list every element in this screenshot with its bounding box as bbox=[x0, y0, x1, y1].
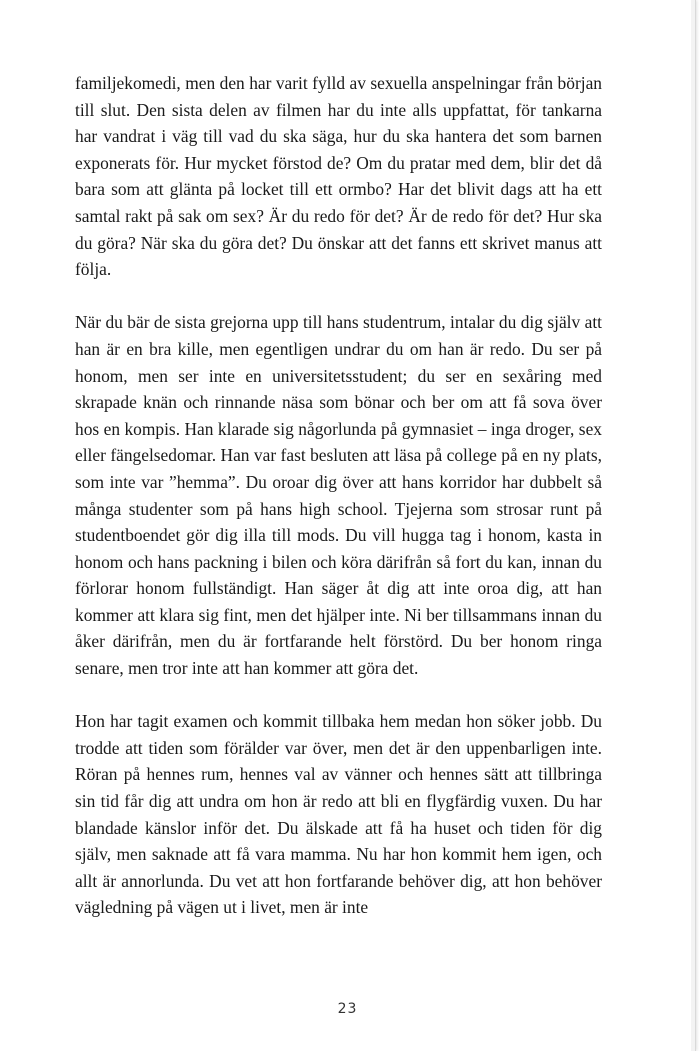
body-text bbox=[75, 70, 602, 948]
page-edge-shadow bbox=[691, 0, 695, 1051]
paragraph: När du bär de sista grejorna upp till hans studentrum, intalar du dig själv att han är en bra kille, men egentligen undrar du om han är redo. Du ser på honom, men ser inte en universitetsstudent; du ser en sexåring med skrapade knän och rinnande näsa som bönar och ber om att få sova över hos en kompis. Han klarade sig någorlunda på gymnasiet – inga droger, sex eller fängelsedomar. Han var fast besluten att läsa på college på en ny plats, som inte var ”hemma”. Du oroar dig över att hans korridor har dubbelt så många studenter som på hans high school. Tjejerna som strosar runt på studentboendet gör dig illa till mods. Du vill hugga tag i honom, kasta in honom och hans packning i bilen och köra därifrån så fort du kan, innan du förlorar honom fullständigt. Han säger åt dig att inte oroa dig, att han kommer att klara sig fint, men det hjälper inte. Ni ber tillsammans innan du åker därifrån, men du är fortfarande helt förstörd. Du ber honom ringa senare, men tror inte att han kommer att göra det. bbox=[75, 312, 602, 679]
paragraph: familjekomedi, men den har varit fylld av sexuella anspelningar från början till slut. Den sista delen av filmen har du inte alls uppfattat, för tankarna har vandrat i väg till vad du ska säga, hur du ska hantera det som barnen exponerats för. Hur mycket förstod de? Om du pratar med dem, blir det då bara som att glänta på locket till ett ormbo? Har det blivit dags att ha ett samtal rakt på sak om sex? Är du redo för det? Är de redo för det? Hur ska du göra? När ska du göra det? Du önskar att det fanns ett skrivet manus att följa. bbox=[75, 73, 602, 280]
page-number: 23 bbox=[337, 1001, 358, 1017]
paragraph: Hon har tagit examen och kommit tillbaka hem medan hon söker jobb. Du trodde att tiden som förälder var över, men det är den uppenbarligen inte. Röran på hennes rum, hennes val av vänner och hennes sätt att tillbringa sin tid får dig att undra om hon är redo att bli en flygfärdig vuxen. Du har blandade känslor inför det. Du älskade att få ha huset och tiden för dig själv, men saknade att få vara mamma. Nu har hon kommit hem igen, och allt är annorlunda. Du vet att hon fortfarande behöver dig, att hon behöver vägledning på vägen ut i livet, men är inte bbox=[75, 711, 602, 918]
